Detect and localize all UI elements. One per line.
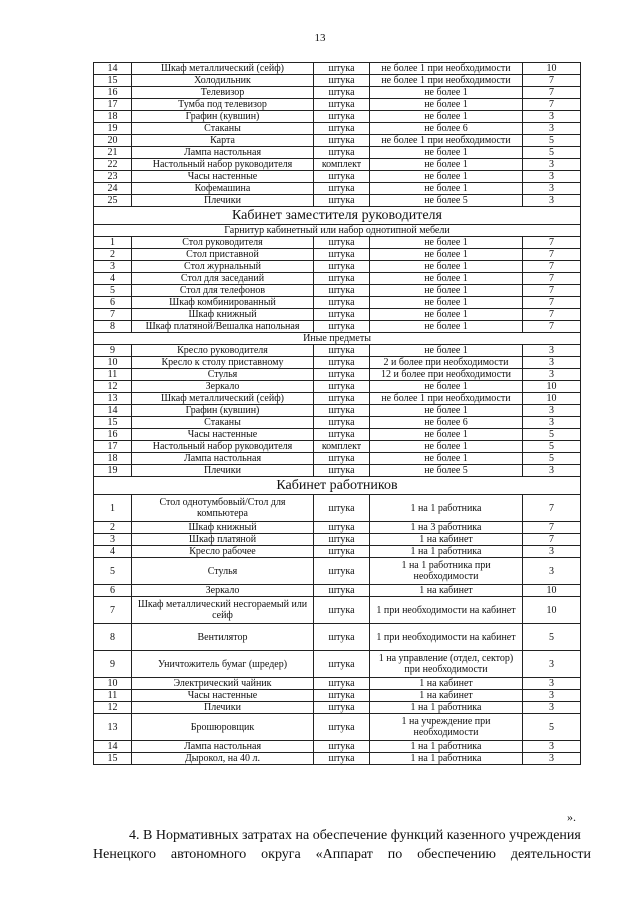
service-life-cell: 3: [523, 702, 581, 714]
unit-cell: штука: [314, 273, 370, 285]
table-row: [94, 429, 581, 441]
item-name-cell: Плечики: [132, 195, 314, 207]
quantity-cell: 1 на 1 работника: [370, 546, 523, 558]
item-name-cell: Стулья: [132, 558, 314, 585]
table-row: [94, 273, 581, 285]
unit-cell: штука: [314, 297, 370, 309]
row-number-cell: 12: [94, 702, 132, 714]
row-number-cell: 25: [94, 195, 132, 207]
service-life-cell: 3: [523, 183, 581, 195]
unit-cell: штука: [314, 393, 370, 405]
item-name-cell: Стаканы: [132, 123, 314, 135]
row-number-cell: 5: [94, 285, 132, 297]
quantity-cell: 1 на 1 работника: [370, 702, 523, 714]
paragraph-4: [93, 826, 591, 864]
quantity-cell: не более 5: [370, 465, 523, 477]
quantity-cell: не более 5: [370, 195, 523, 207]
row-number-cell: 13: [94, 393, 132, 405]
table-row: [94, 690, 581, 702]
row-number-cell: 14: [94, 741, 132, 753]
table-row: [94, 417, 581, 429]
unit-cell: штука: [314, 453, 370, 465]
item-name-cell: Плечики: [132, 702, 314, 714]
subsection-title: [94, 225, 581, 237]
service-life-cell: 3: [523, 753, 581, 765]
table-row: [94, 714, 581, 741]
row-number-cell: 16: [94, 429, 132, 441]
table-row: [94, 534, 581, 546]
row-number-cell: 11: [94, 690, 132, 702]
quantity-cell: 1 на 1 работника при необходимости: [370, 558, 523, 585]
table-row: [94, 261, 581, 273]
quantity-cell: не более 1 при необходимости: [370, 393, 523, 405]
row-number-cell: 4: [94, 273, 132, 285]
quantity-cell: не более 1 при необходимости: [370, 75, 523, 87]
row-number-cell: 6: [94, 297, 132, 309]
item-name-cell: Графин (кувшин): [132, 405, 314, 417]
table-row: [94, 597, 581, 624]
service-life-cell: 3: [523, 123, 581, 135]
service-life-cell: 3: [523, 159, 581, 171]
subsection-title-cell: Иные предметы: [94, 333, 581, 345]
table-row: [94, 678, 581, 690]
row-number-cell: 14: [94, 63, 132, 75]
quantity-cell: 1 на 1 работника: [370, 753, 523, 765]
row-number-cell: 23: [94, 171, 132, 183]
unit-cell: штука: [314, 87, 370, 99]
item-name-cell: Кофемашина: [132, 183, 314, 195]
item-name-cell: Карта: [132, 135, 314, 147]
unit-cell: штука: [314, 249, 370, 261]
table-row: [94, 546, 581, 558]
unit-cell: штука: [314, 585, 370, 597]
unit-cell: штука: [314, 678, 370, 690]
service-life-cell: 3: [523, 651, 581, 678]
section-title-cell: Кабинет заместителя руководителя: [94, 207, 581, 225]
quantity-cell: не более 1: [370, 297, 523, 309]
table-row: [94, 624, 581, 651]
service-life-cell: 3: [523, 546, 581, 558]
item-name-cell: Шкаф комбинированный: [132, 297, 314, 309]
table-row: [94, 558, 581, 585]
quantity-cell: 1 на кабинет: [370, 534, 523, 546]
subsection-title: [94, 333, 581, 345]
item-name-cell: Кресло к столу приставному: [132, 357, 314, 369]
quantity-cell: 1 на учреждение при необходимости: [370, 714, 523, 741]
unit-cell: штука: [314, 357, 370, 369]
unit-cell: штука: [314, 753, 370, 765]
unit-cell: штука: [314, 429, 370, 441]
row-number-cell: 7: [94, 309, 132, 321]
unit-cell: штука: [314, 741, 370, 753]
service-life-cell: 3: [523, 558, 581, 585]
row-number-cell: 2: [94, 249, 132, 261]
unit-cell: штука: [314, 495, 370, 522]
quantity-cell: не более 1: [370, 99, 523, 111]
section-title-cell: Кабинет работников: [94, 477, 581, 495]
row-number-cell: 7: [94, 597, 132, 624]
table-row: [94, 651, 581, 678]
service-life-cell: 3: [523, 465, 581, 477]
item-name-cell: Стол руководителя: [132, 237, 314, 249]
row-number-cell: 9: [94, 345, 132, 357]
service-life-cell: 3: [523, 690, 581, 702]
service-life-cell: 5: [523, 624, 581, 651]
unit-cell: штука: [314, 690, 370, 702]
item-name-cell: Стулья: [132, 369, 314, 381]
unit-cell: штука: [314, 285, 370, 297]
unit-cell: штука: [314, 702, 370, 714]
unit-cell: штука: [314, 63, 370, 75]
row-number-cell: 8: [94, 321, 132, 333]
unit-cell: штука: [314, 714, 370, 741]
service-life-cell: 7: [523, 309, 581, 321]
service-life-cell: 5: [523, 441, 581, 453]
quantity-cell: не более 1: [370, 321, 523, 333]
item-name-cell: Настольный набор руководителя: [132, 441, 314, 453]
quantity-cell: не более 1: [370, 285, 523, 297]
table-row: [94, 159, 581, 171]
table-row: [94, 357, 581, 369]
unit-cell: штука: [314, 237, 370, 249]
quantity-cell: не более 1: [370, 453, 523, 465]
quantity-cell: не более 1: [370, 405, 523, 417]
item-name-cell: Стол однотумбовый/Стол для компьютера: [132, 495, 314, 522]
table-row: [94, 753, 581, 765]
service-life-cell: 3: [523, 357, 581, 369]
row-number-cell: 1: [94, 495, 132, 522]
service-life-cell: 10: [523, 393, 581, 405]
item-name-cell: Часы настенные: [132, 690, 314, 702]
unit-cell: штука: [314, 522, 370, 534]
unit-cell: штука: [314, 405, 370, 417]
table-row: [94, 63, 581, 75]
unit-cell: штука: [314, 75, 370, 87]
quantity-cell: не более 1: [370, 345, 523, 357]
subsection-title-cell: Гарнитур кабинетный или набор однотипной мебели: [94, 225, 581, 237]
table-row: [94, 111, 581, 123]
row-number-cell: 9: [94, 651, 132, 678]
unit-cell: штука: [314, 171, 370, 183]
row-number-cell: 12: [94, 381, 132, 393]
service-life-cell: 7: [523, 99, 581, 111]
item-name-cell: Лампа настольная: [132, 147, 314, 159]
item-name-cell: Настольный набор руководителя: [132, 159, 314, 171]
service-life-cell: 7: [523, 495, 581, 522]
quantity-cell: не более 6: [370, 123, 523, 135]
item-name-cell: Графин (кувшин): [132, 111, 314, 123]
quantity-cell: 1 на 1 работника: [370, 495, 523, 522]
item-name-cell: Лампа настольная: [132, 453, 314, 465]
service-life-cell: 7: [523, 534, 581, 546]
row-number-cell: 17: [94, 99, 132, 111]
quantity-cell: не более 1: [370, 381, 523, 393]
unit-cell: штука: [314, 195, 370, 207]
service-life-cell: 7: [523, 285, 581, 297]
service-life-cell: 10: [523, 585, 581, 597]
row-number-cell: 21: [94, 147, 132, 159]
item-name-cell: Часы настенные: [132, 429, 314, 441]
unit-cell: штука: [314, 99, 370, 111]
quantity-cell: не более 1: [370, 429, 523, 441]
unit-cell: штука: [314, 369, 370, 381]
item-name-cell: Стол приставной: [132, 249, 314, 261]
quantity-cell: не более 1: [370, 441, 523, 453]
unit-cell: штука: [314, 546, 370, 558]
quantity-cell: не более 1 при необходимости: [370, 63, 523, 75]
table-row: [94, 345, 581, 357]
item-name-cell: Стол для телефонов: [132, 285, 314, 297]
unit-cell: штука: [314, 597, 370, 624]
unit-cell: штука: [314, 135, 370, 147]
item-name-cell: Шкаф книжный: [132, 309, 314, 321]
table-row: [94, 87, 581, 99]
quantity-cell: не более 1: [370, 309, 523, 321]
closing-quote: ».: [567, 810, 576, 824]
row-number-cell: 18: [94, 111, 132, 123]
unit-cell: комплект: [314, 441, 370, 453]
row-number-cell: 19: [94, 465, 132, 477]
norms-table-body: [94, 63, 581, 765]
table-row: [94, 309, 581, 321]
quantity-cell: не более 1: [370, 147, 523, 159]
quantity-cell: 12 и более при необходимости: [370, 369, 523, 381]
item-name-cell: Холодильник: [132, 75, 314, 87]
table-row: [94, 237, 581, 249]
service-life-cell: 10: [523, 597, 581, 624]
item-name-cell: Шкаф металлический (сейф): [132, 63, 314, 75]
item-name-cell: Стол журнальный: [132, 261, 314, 273]
row-number-cell: 17: [94, 441, 132, 453]
row-number-cell: 15: [94, 753, 132, 765]
table-row: [94, 321, 581, 333]
service-life-cell: 10: [523, 381, 581, 393]
row-number-cell: 6: [94, 585, 132, 597]
row-number-cell: 5: [94, 558, 132, 585]
unit-cell: штука: [314, 111, 370, 123]
item-name-cell: Шкаф металлический (сейф): [132, 393, 314, 405]
row-number-cell: 3: [94, 261, 132, 273]
service-life-cell: 7: [523, 87, 581, 99]
service-life-cell: 7: [523, 321, 581, 333]
table-row: [94, 381, 581, 393]
item-name-cell: Стаканы: [132, 417, 314, 429]
item-name-cell: Дырокол, на 40 л.: [132, 753, 314, 765]
service-life-cell: 7: [523, 249, 581, 261]
row-number-cell: 14: [94, 405, 132, 417]
quantity-cell: не более 1: [370, 237, 523, 249]
table-row: [94, 465, 581, 477]
unit-cell: комплект: [314, 159, 370, 171]
unit-cell: штука: [314, 534, 370, 546]
item-name-cell: Шкаф платяной: [132, 534, 314, 546]
unit-cell: штука: [314, 624, 370, 651]
row-number-cell: 3: [94, 534, 132, 546]
row-number-cell: 10: [94, 357, 132, 369]
quantity-cell: 1 на кабинет: [370, 585, 523, 597]
service-life-cell: 3: [523, 111, 581, 123]
service-life-cell: 5: [523, 714, 581, 741]
table-row: [94, 183, 581, 195]
item-name-cell: Тумба под телевизор: [132, 99, 314, 111]
table-row: [94, 195, 581, 207]
table-row: [94, 75, 581, 87]
unit-cell: штука: [314, 147, 370, 159]
item-name-cell: Кресло рабочее: [132, 546, 314, 558]
quantity-cell: 1 при необходимости на кабинет: [370, 624, 523, 651]
item-name-cell: Шкаф платяной/Вешалка напольная: [132, 321, 314, 333]
item-name-cell: Брошюровщик: [132, 714, 314, 741]
quantity-cell: 1 на 1 работника: [370, 741, 523, 753]
quantity-cell: не более 1: [370, 171, 523, 183]
section-title: [94, 477, 581, 495]
table-row: [94, 441, 581, 453]
service-life-cell: 7: [523, 273, 581, 285]
unit-cell: штука: [314, 558, 370, 585]
item-name-cell: Плечики: [132, 465, 314, 477]
quantity-cell: не более 1: [370, 183, 523, 195]
service-life-cell: 3: [523, 417, 581, 429]
row-number-cell: 24: [94, 183, 132, 195]
item-name-cell: Часы настенные: [132, 171, 314, 183]
paragraph-line-2: Ненецкого автономного округа «Аппарат по обеспечению деятельности: [93, 847, 591, 862]
unit-cell: штука: [314, 651, 370, 678]
service-life-cell: 5: [523, 453, 581, 465]
quantity-cell: не более 1: [370, 111, 523, 123]
table-row: [94, 135, 581, 147]
row-number-cell: 18: [94, 453, 132, 465]
service-life-cell: 3: [523, 741, 581, 753]
row-number-cell: 22: [94, 159, 132, 171]
service-life-cell: 10: [523, 63, 581, 75]
service-life-cell: 5: [523, 429, 581, 441]
unit-cell: штука: [314, 321, 370, 333]
quantity-cell: 1 на 3 работника: [370, 522, 523, 534]
row-number-cell: 16: [94, 87, 132, 99]
row-number-cell: 20: [94, 135, 132, 147]
quantity-cell: не более 1 при необходимости: [370, 135, 523, 147]
quantity-cell: не более 6: [370, 417, 523, 429]
quantity-cell: 1 на кабинет: [370, 690, 523, 702]
service-life-cell: 7: [523, 261, 581, 273]
service-life-cell: 3: [523, 345, 581, 357]
row-number-cell: 10: [94, 678, 132, 690]
unit-cell: штука: [314, 183, 370, 195]
item-name-cell: Зеркало: [132, 585, 314, 597]
item-name-cell: Телевизор: [132, 87, 314, 99]
table-row: [94, 249, 581, 261]
item-name-cell: Электрический чайник: [132, 678, 314, 690]
table-row: [94, 99, 581, 111]
table-row: [94, 285, 581, 297]
unit-cell: штука: [314, 309, 370, 321]
service-life-cell: 7: [523, 522, 581, 534]
unit-cell: штука: [314, 381, 370, 393]
row-number-cell: 8: [94, 624, 132, 651]
table-row: [94, 147, 581, 159]
item-name-cell: Кресло руководителя: [132, 345, 314, 357]
service-life-cell: 3: [523, 171, 581, 183]
item-name-cell: Шкаф металлический несгораемый или сейф: [132, 597, 314, 624]
table-row: [94, 405, 581, 417]
service-life-cell: 5: [523, 147, 581, 159]
row-number-cell: 1: [94, 237, 132, 249]
unit-cell: штука: [314, 345, 370, 357]
row-number-cell: 15: [94, 75, 132, 87]
item-name-cell: Шкаф книжный: [132, 522, 314, 534]
item-name-cell: Вентилятор: [132, 624, 314, 651]
quantity-cell: не более 1: [370, 87, 523, 99]
table-row: [94, 297, 581, 309]
table-row: [94, 741, 581, 753]
service-life-cell: 3: [523, 405, 581, 417]
table-row: [94, 495, 581, 522]
service-life-cell: 5: [523, 135, 581, 147]
service-life-cell: 7: [523, 237, 581, 249]
item-name-cell: Зеркало: [132, 381, 314, 393]
table-row: [94, 453, 581, 465]
quantity-cell: 2 и более при необходимости: [370, 357, 523, 369]
table-row: [94, 393, 581, 405]
quantity-cell: не более 1: [370, 273, 523, 285]
row-number-cell: 11: [94, 369, 132, 381]
item-name-cell: Уничтожитель бумаг (шредер): [132, 651, 314, 678]
unit-cell: штука: [314, 465, 370, 477]
quantity-cell: не более 1: [370, 159, 523, 171]
row-number-cell: 15: [94, 417, 132, 429]
unit-cell: штука: [314, 417, 370, 429]
quantity-cell: 1 на кабинет: [370, 678, 523, 690]
row-number-cell: 13: [94, 714, 132, 741]
unit-cell: штука: [314, 123, 370, 135]
unit-cell: штука: [314, 261, 370, 273]
service-life-cell: 7: [523, 75, 581, 87]
table-row: [94, 522, 581, 534]
table-row: [94, 171, 581, 183]
service-life-cell: 3: [523, 195, 581, 207]
page-number: 13: [314, 32, 326, 44]
item-name-cell: Стол для заседаний: [132, 273, 314, 285]
row-number-cell: 19: [94, 123, 132, 135]
row-number-cell: 4: [94, 546, 132, 558]
norms-table: [93, 62, 581, 765]
service-life-cell: 3: [523, 678, 581, 690]
item-name-cell: Лампа настольная: [132, 741, 314, 753]
service-life-cell: 7: [523, 297, 581, 309]
quantity-cell: не более 1: [370, 261, 523, 273]
paragraph-line-1: 4. В Нормативных затратах на обеспечение функций казенного учреждения: [129, 828, 581, 843]
row-number-cell: 2: [94, 522, 132, 534]
table-row: [94, 369, 581, 381]
service-life-cell: 3: [523, 369, 581, 381]
table-row: [94, 123, 581, 135]
section-title: [94, 207, 581, 225]
quantity-cell: 1 на управление (отдел, сектор) при необходимости: [370, 651, 523, 678]
quantity-cell: не более 1: [370, 249, 523, 261]
quantity-cell: 1 при необходимости на кабинет: [370, 597, 523, 624]
table-row: [94, 585, 581, 597]
table-row: [94, 702, 581, 714]
